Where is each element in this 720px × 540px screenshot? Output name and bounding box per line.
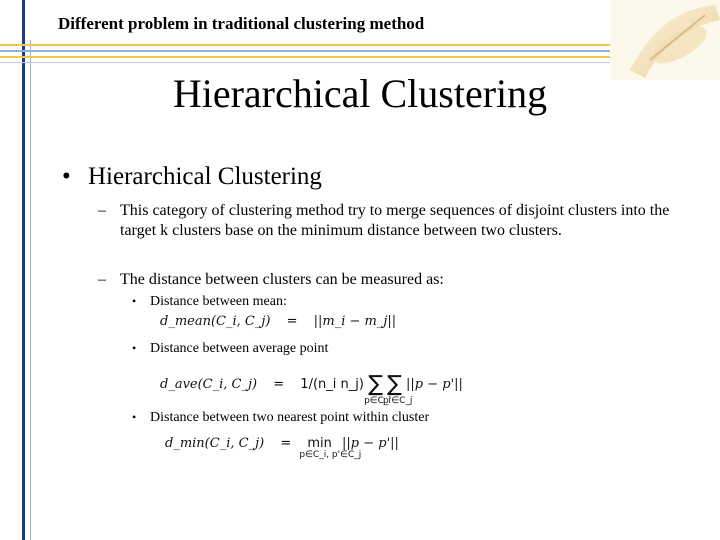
min-operator (299, 436, 362, 460)
bullet-level3-item (132, 294, 287, 310)
formula-equals: = (280, 436, 292, 451)
sum-subscript: p'∈C_j (383, 396, 413, 406)
sum-subscript: p∈C_i (364, 396, 391, 406)
formula-rhs: ||m_i − m_j|| (313, 314, 397, 329)
bullet-marker: • (132, 341, 137, 355)
bullet-level1 (62, 163, 322, 191)
bullet-text: Hierarchical Clustering (88, 163, 322, 190)
bullet-level3-item (132, 410, 429, 426)
scroll-decoration-icon (610, 0, 720, 80)
bullet-marker: • (132, 294, 137, 308)
sum-symbol-icon: ∑ p'∈C_j (383, 372, 413, 406)
sum-symbol-icon: ∑ p∈C_i (364, 372, 391, 406)
formula-lhs: d_mean(C_i, C_j) (160, 314, 271, 329)
bullet-marker: • (132, 410, 137, 424)
bullet-text: This category of clustering method try to merge sequences of disjoint clusters into the target k clusters base on the minimum distance between two clusters. (120, 202, 670, 239)
formula-average-distance (160, 372, 463, 406)
formula-equals: = (286, 314, 298, 329)
formula-coefficient: 1/(n_i n_j) (300, 377, 364, 392)
formula-lhs: d_ave(C_i, C_j) (160, 377, 258, 392)
formula-norm: ||p − p'|| (342, 436, 399, 451)
bullet-text: Distance between average point (150, 341, 329, 356)
formula-mean-distance (160, 314, 396, 329)
bullet-text: The distance between clusters can be measured as: (120, 271, 444, 288)
min-subscript: p∈C_i, p'∈C_j (299, 450, 362, 460)
formula-min-distance (165, 436, 399, 460)
bullet-marker: • (62, 163, 71, 190)
formula-lhs: d_min(C_i, C_j) (165, 436, 265, 451)
formula-equals: = (273, 377, 285, 392)
bullet-level3-item (132, 341, 328, 357)
dash-marker: – (98, 202, 106, 219)
dash-marker: – (98, 271, 106, 288)
bullet-text: Distance between two nearest point within cluster (150, 410, 430, 425)
bullet-text: Distance between mean: (150, 294, 287, 309)
header-text: Different problem in traditional clustering method (58, 14, 425, 33)
slide-title: Hierarchical Clustering (172, 71, 548, 116)
formula-norm: ||p − p'|| (406, 377, 463, 392)
min-label: min (307, 436, 332, 451)
